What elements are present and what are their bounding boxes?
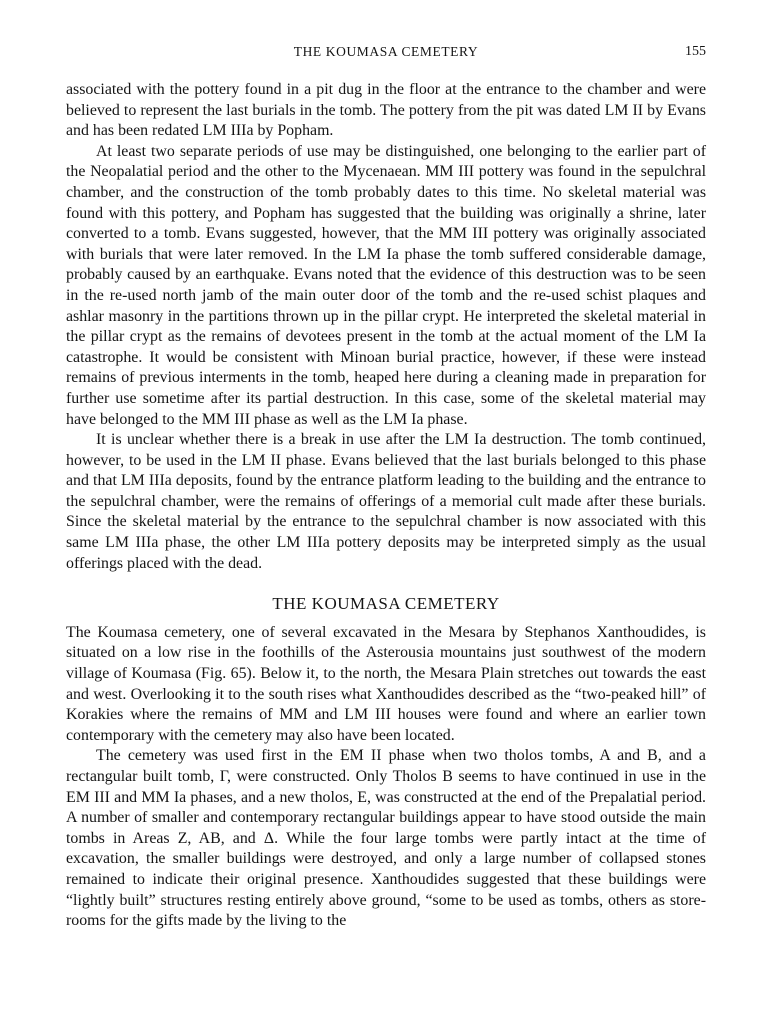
body-text bbox=[66, 80, 706, 932]
paragraph-periods-of-use: At least two separate periods of use may be distinguished, one belonging to the earlier part of the Neopalatial period and the other to the Mycenaean. MM III pottery was found in the sepulchral chamber, and the construction of the tomb probably dates to this time. No skeletal material was found with this pottery, and Popham has suggested that the building was originally a shrine, later converted to a tomb. Evans suggested, however, that the MM III pottery was originally associated with burials that were later removed. In the LM Ia phase the tomb suffered considerable damage, probably caused by an earthquake. Evans noted that the evidence of this destruction was to be seen in the re-used north jamb of the main outer door of the tomb and the re-used schist plaques and ashlar masonry in the partitions thrown up in the pillar crypt. He interpreted the skeletal material in the pillar crypt as the remains of devotees present in the tomb at the actual moment of the LM Ia catastrophe. It would be consistent with Minoan burial practice, however, if these were instead remains of previous interments in the tomb, heaped here during a cleaning made in preparation for further use sometime after its partial destruction. In this case, some of the skeletal material may have belonged to the MM III phase as well as the LM Ia phase. bbox=[66, 142, 706, 428]
paragraph-cemetery-use: The cemetery was used first in the EM II phase when two tholos tombs, A and B, and a rectangular built tomb, Γ, were constructed. Only Tholos B seems to have continued in use in the EM III and MM Ia phases, and a new tholos, E, was constructed at the end of the Prepalatial period. A number of smaller and contemporary rectangular buildings appear to have stood outside the main tombs in Areas Z, AB, and Δ. While the four large tombs were partly intact at the time of excavation, the smaller buildings were destroyed, and only a large number of collapsed stones remained to indicate their original presence. Xanthoudides suggested that these buildings were “lightly built” structures resting entirely above ground, “some to be used as tombs, others as store-rooms for the gifts made by the living to the bbox=[66, 747, 706, 930]
paragraph-lm-ii-phase: It is unclear whether there is a break in use after the LM Ia destruction. The tomb continued, however, to be used in the LM II phase. Evans believed that the last burials belonged to this phase and that LM IIIa deposits, found by the entrance platform leading to the building and the entrance to the sepulchral chamber, were the remains of offerings of a memorial cult made after these burials. Since the skeletal material by the entrance to the sepulchral chamber is now associated with this same LM IIIa phase, the other LM IIIa pottery deposits may be interpreted simply as the usual offerings placed with the dead. bbox=[66, 431, 706, 572]
page-number: 155 bbox=[685, 44, 706, 59]
running-head bbox=[66, 42, 706, 66]
section-heading: THE KOUMASA CEMETERY bbox=[272, 594, 500, 614]
running-title: THE KOUMASA CEMETERY bbox=[293, 44, 479, 59]
paragraph-koumasa-location: The Koumasa cemetery, one of several excavated in the Mesara by Stephanos Xanthoudides, is situated on a low rise in the foothills of the Asterousia mountains just southwest of the modern village of Koumasa (Fig. 65). Below it, to the north, the Mesara Plain stretches out towards the east and west. Overlooking it to the south rises what Xanthoudides described as the “two-peaked hill” of Korakies where the remains of MM and LM III houses were found and where an earlier town contemporary with the cemetery may also have been located. bbox=[66, 623, 706, 744]
paragraph-continued: associated with the pottery found in a pit dug in the floor at the entrance to the chamber and were believed to represent the last burials in the tomb. The pottery from the pit was dated LM II by Evans and has been redated LM IIIa by Popham. bbox=[66, 81, 706, 140]
